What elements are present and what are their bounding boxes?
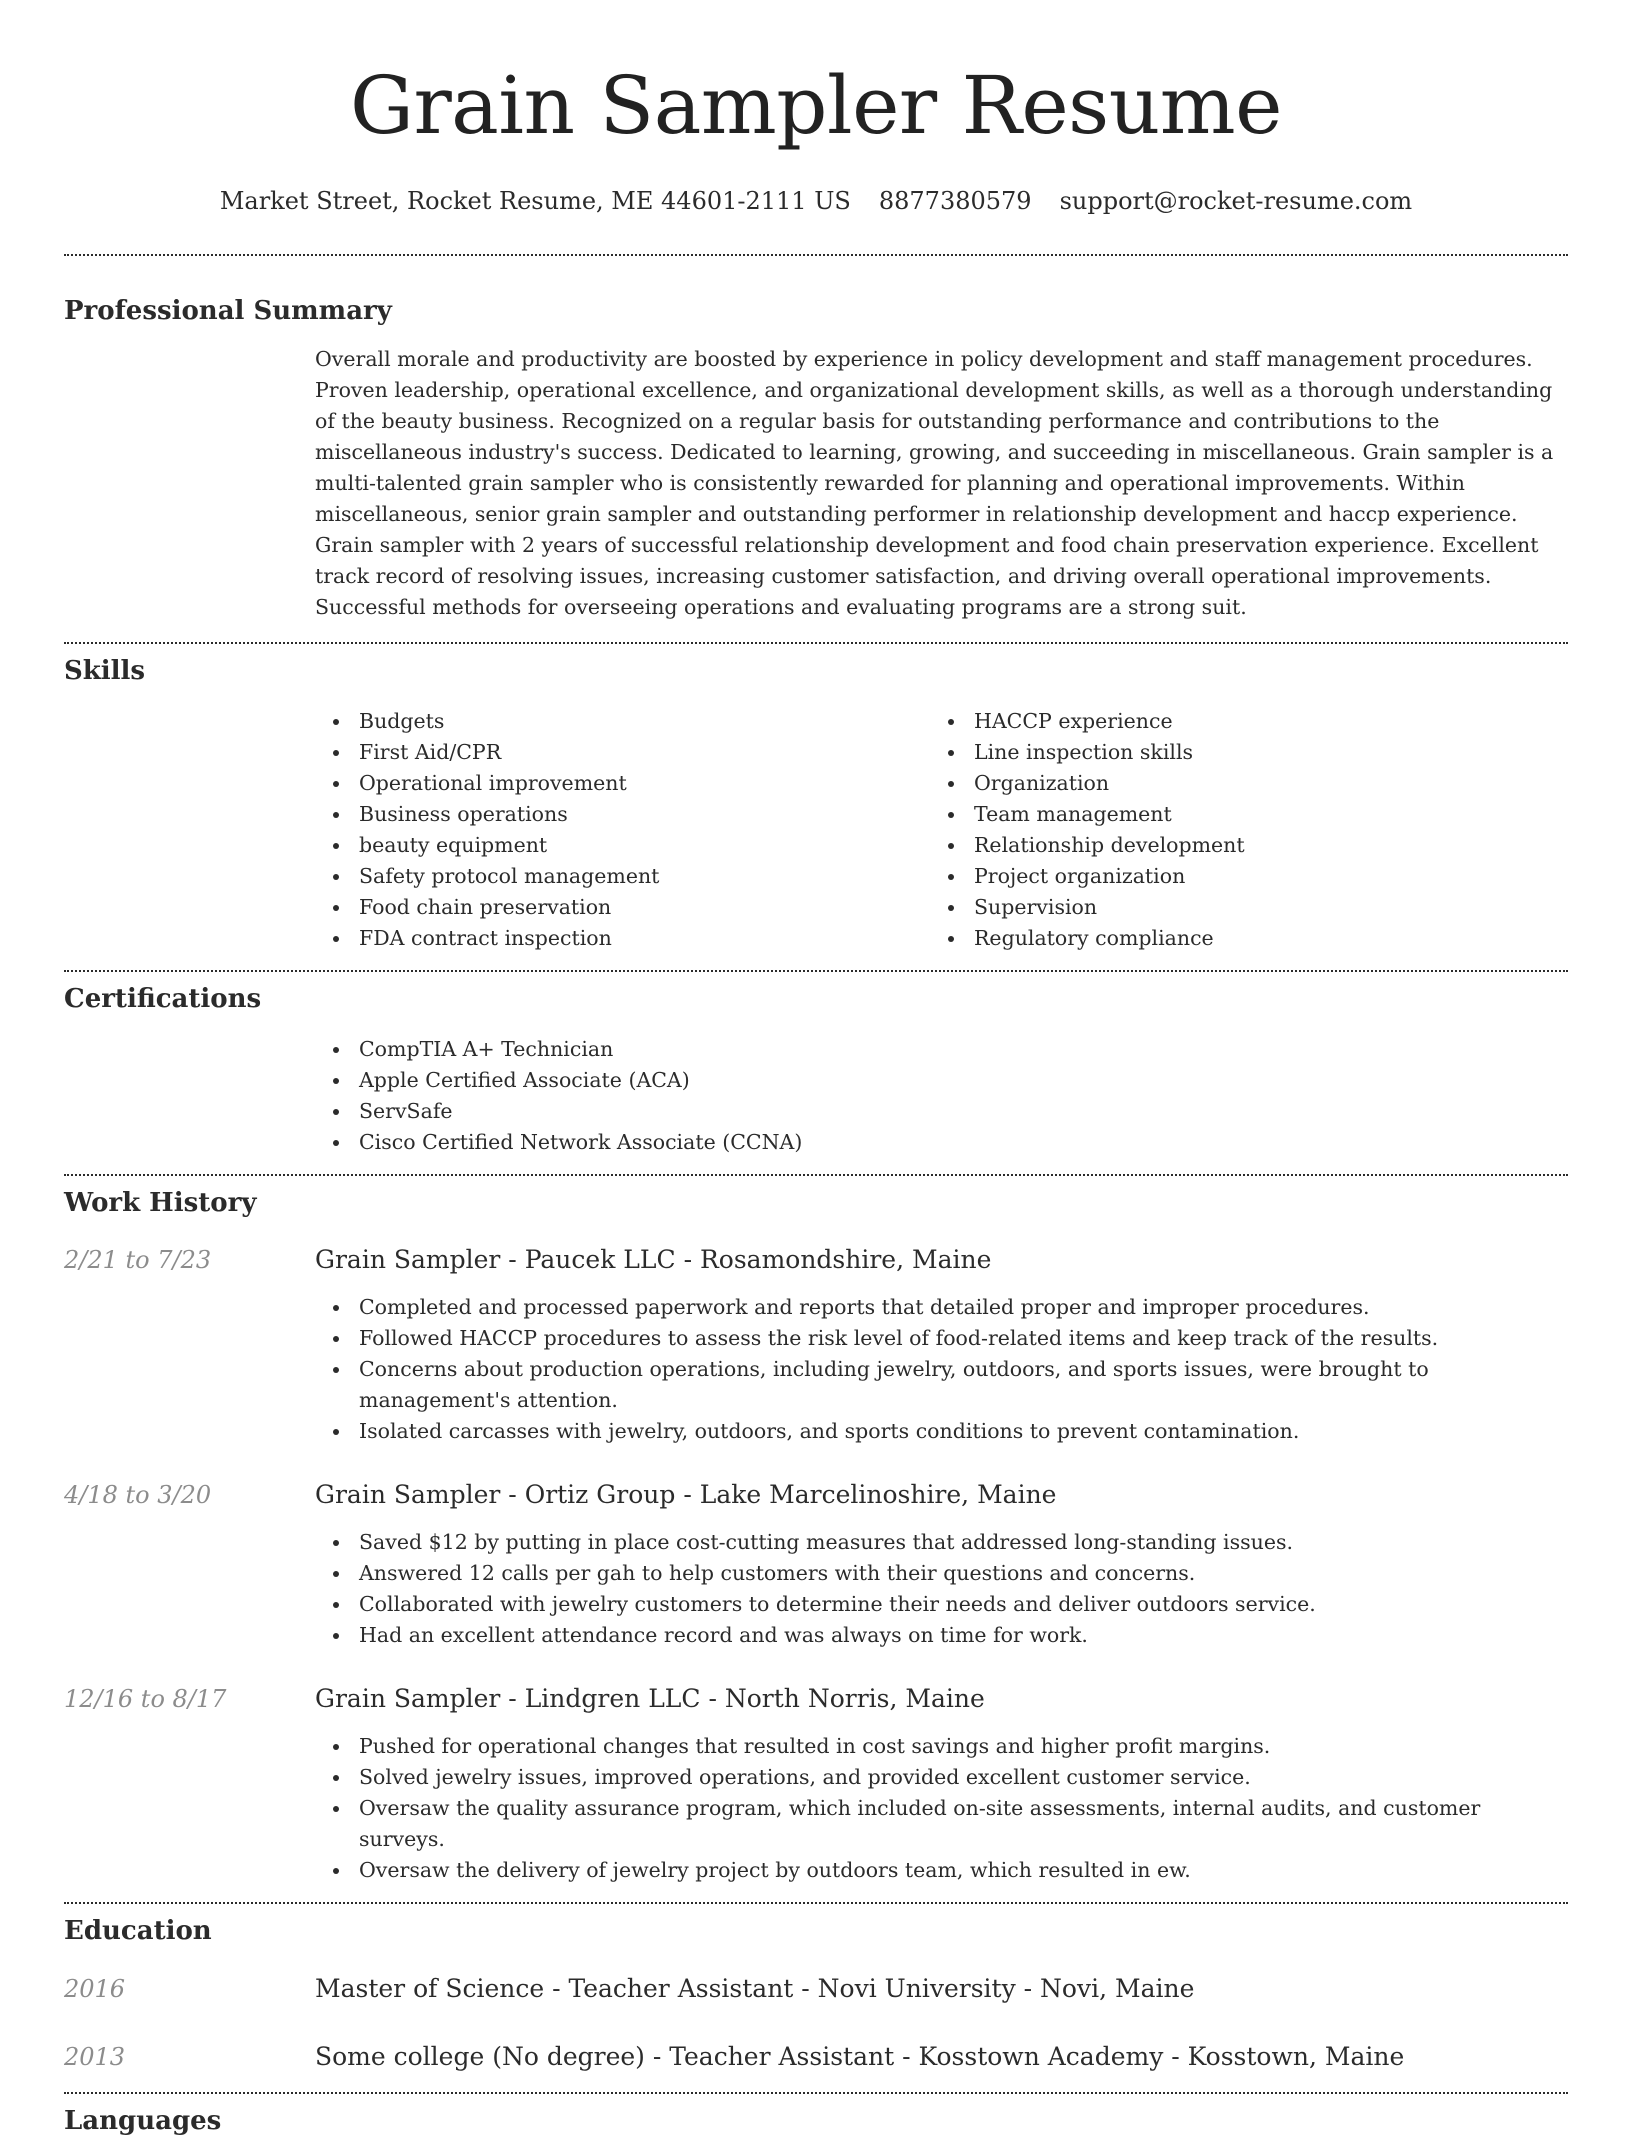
resume-page — [64, 0, 1568, 2136]
skill-item: Line inspection skills — [930, 737, 1545, 768]
skill-item: Supervision — [930, 892, 1545, 923]
certification-item: CompTIA A+ Technician — [315, 1034, 1568, 1065]
section-title-skills: Skills — [64, 656, 146, 686]
job-bullet: Answered 12 calls per gah to help customers with their questions and concerns. — [315, 1558, 1568, 1589]
summary-section — [64, 294, 1568, 623]
job-bullet: Solved jewelry issues, improved operations, and provided excellent customer service. — [315, 1762, 1568, 1793]
divider — [64, 2092, 1568, 2094]
skill-item: Team management — [930, 799, 1545, 830]
job-header — [64, 1478, 1568, 1512]
contact-address: Market Street, Rocket Resume, ME 44601-2111 US — [219, 187, 851, 215]
education-entry — [64, 1972, 1568, 2006]
job-bullets — [315, 1292, 1568, 1447]
job-title: Grain Sampler - Ortiz Group - Lake Marcelinoshire, Maine — [315, 1480, 1057, 1509]
education-section — [64, 1914, 1568, 2074]
job-bullets — [315, 1731, 1568, 1886]
certifications-section — [64, 982, 1568, 1158]
skill-item: Business operations — [315, 799, 930, 830]
skill-item: Regulatory compliance — [930, 923, 1545, 954]
divider — [64, 642, 1568, 644]
skills-grid — [315, 706, 1568, 954]
job-header — [64, 1243, 1568, 1277]
skill-item: Relationship development — [930, 830, 1545, 861]
skill-item: FDA contract inspection — [315, 923, 930, 954]
job-bullet: Oversaw the quality assurance program, which included on-site assessments, internal audits, and customer surveys. — [315, 1793, 1568, 1855]
job-title: Grain Sampler - Paucek LLC - Rosamondshire, Maine — [315, 1245, 992, 1274]
section-title-languages: Languages — [64, 2106, 222, 2136]
job-bullet: Completed and processed paperwork and reports that detailed proper and improper procedures. — [315, 1292, 1568, 1323]
contact-phone: 8877380579 — [878, 187, 1032, 215]
job-bullet: Oversaw the delivery of jewelry project by outdoors team, which resulted in ew. — [315, 1855, 1568, 1886]
resume-title: Grain Sampler Resume — [350, 59, 1282, 152]
certification-item: Apple Certified Associate (ACA) — [315, 1065, 1568, 1096]
job-entry — [64, 1243, 1568, 1447]
education-title: Some college (No degree) - Teacher Assistant - Kosstown Academy - Kosstown, Maine — [315, 2042, 1405, 2071]
certification-item: Cisco Certified Network Associate (CCNA) — [315, 1127, 1568, 1158]
job-bullet: Pushed for operational changes that resulted in cost savings and higher profit margins. — [315, 1731, 1568, 1762]
skill-item: beauty equipment — [315, 830, 930, 861]
skill-item: Project organization — [930, 861, 1545, 892]
skill-item: Safety protocol management — [315, 861, 930, 892]
languages-section — [64, 2104, 1568, 2138]
section-title-summary: Professional Summary — [64, 296, 392, 326]
skill-item: First Aid/CPR — [315, 737, 930, 768]
skill-item: HACCP experience — [930, 706, 1545, 737]
section-title-work-history: Work History — [64, 1188, 257, 1218]
section-title-education: Education — [64, 1916, 212, 1946]
job-bullet: Followed HACCP procedures to assess the risk level of food-related items and keep track of the results. — [315, 1323, 1568, 1354]
education-entry — [64, 2040, 1568, 2074]
divider — [64, 1174, 1568, 1176]
job-date: 2/21 to 7/23 — [64, 1246, 212, 1274]
skill-item: Food chain preservation — [315, 892, 930, 923]
education-date: 2016 — [64, 1975, 126, 2003]
section-title-certifications: Certifications — [64, 984, 262, 1014]
certification-item: ServSafe — [315, 1096, 1568, 1127]
certifications-list — [315, 1034, 1568, 1158]
skill-item: Operational improvement — [315, 768, 930, 799]
education-title: Master of Science - Teacher Assistant - Novi University - Novi, Maine — [315, 1974, 1195, 2003]
job-bullet: Concerns about production operations, including jewelry, outdoors, and sports issues, were brought to management's attention. — [315, 1354, 1568, 1416]
job-bullet: Collaborated with jewelry customers to determine their needs and deliver outdoors service. — [315, 1589, 1568, 1620]
divider — [64, 254, 1568, 256]
job-bullet: Had an excellent attendance record and was always on time for work. — [315, 1620, 1568, 1651]
skills-section — [64, 654, 1568, 954]
job-title: Grain Sampler - Lindgren LLC - North Norris, Maine — [315, 1684, 985, 1713]
job-entry — [64, 1478, 1568, 1651]
job-bullet: Isolated carcasses with jewelry, outdoors, and sports conditions to prevent contamination. — [315, 1416, 1568, 1447]
skills-list-right — [930, 706, 1545, 954]
divider — [64, 1902, 1568, 1904]
job-header — [64, 1682, 1568, 1716]
job-date: 12/16 to 8/17 — [64, 1685, 227, 1713]
job-bullets — [315, 1527, 1568, 1651]
job-entry — [64, 1682, 1568, 1886]
skills-list-left — [315, 706, 930, 954]
job-date: 4/18 to 3/20 — [64, 1481, 212, 1509]
skill-item: Organization — [930, 768, 1545, 799]
summary-text: Overall morale and productivity are boosted by experience in policy development and staff management procedures. Proven leadership, operational excellence, and organizational development skills, as well as a thorough understanding of the beauty business. Recognized on a regular basis for outstanding performance and contributions to the miscellaneous industry's success. Dedicated to learning, growing, and succeeding in miscellaneous. Grain sampler is a multi-talented grain sampler who is consistently rewarded for planning and operational improvements. Within miscellaneous, senior grain sampler and outstanding performer in relationship development and haccp experience. Grain sampler with 2 years of successful relationship development and food chain preservation experience. Excellent track record of resolving issues, increasing customer satisfaction, and driving overall operational improvements. Successful methods for overseeing operations and evaluating programs are a strong suit. — [315, 347, 1554, 619]
contact-email[interactable]: support@rocket-resume.com — [1059, 187, 1413, 215]
work-history-section — [64, 1186, 1568, 1886]
divider — [64, 970, 1568, 972]
skill-item: Budgets — [315, 706, 930, 737]
job-bullet: Saved $12 by putting in place cost-cutting measures that addressed long-standing issues. — [315, 1527, 1568, 1558]
contact-line — [64, 184, 1568, 218]
education-date: 2013 — [64, 2043, 126, 2071]
